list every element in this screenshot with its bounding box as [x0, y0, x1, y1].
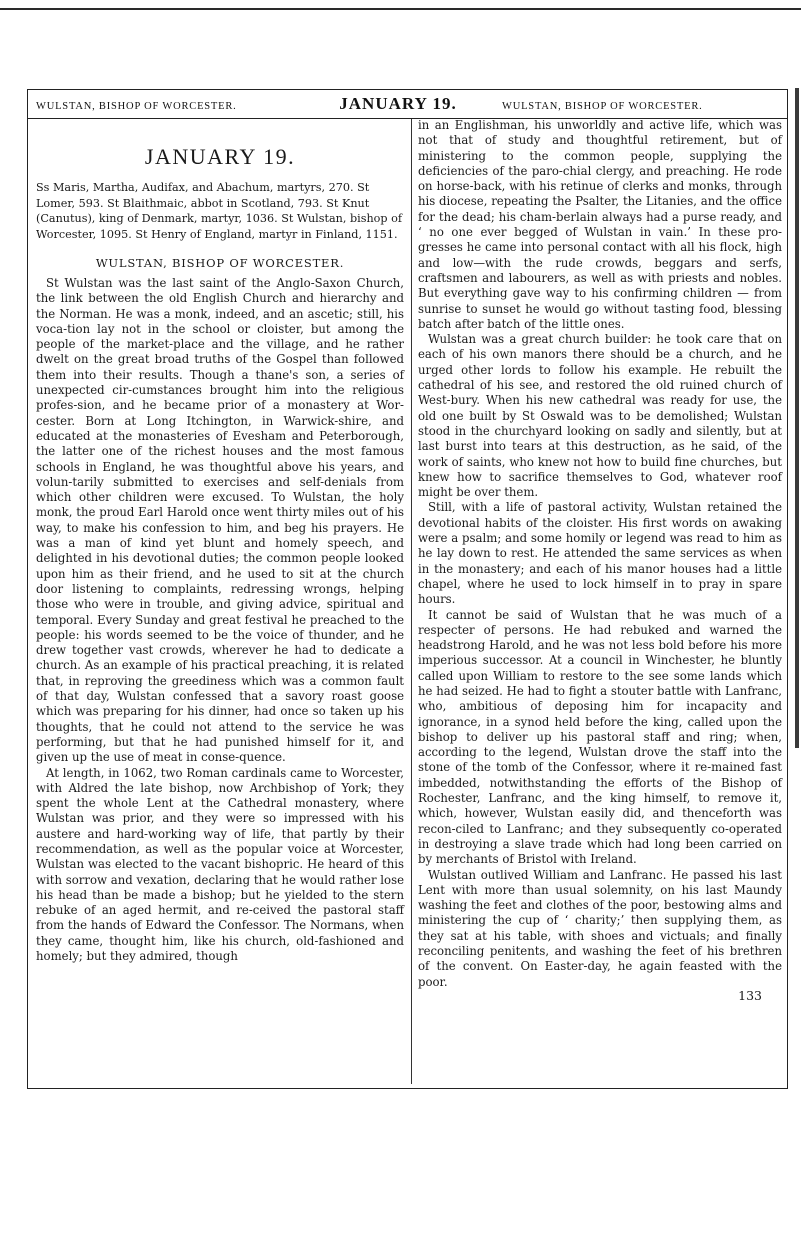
page-edge-shadow: [795, 88, 799, 748]
body-paragraph: St Wulstan was the last saint of the Anglo-Saxon Church, the link between the old English Church and hierarchy and the Norman. He was a monk, indeed, and an ascetic; still, his voca-tion lay not in the school or cloister, but among the people of the market-place and the village, and he rather dwelt on the great broad truths of the Gospel than followed them into their results. Though a thane's son, a series of unexpected cir-cumstances brought him into the religious profes-sion, and he became prior of a monastery at Wor-cester. Born at Long Itchington, in Warwick-shire, and educated at the monasteries of Evesham and Peterborough, the latter one of the richest houses and the most famous schools in England, he was thoughtful above his years, and volun-tarily submitted to exercises and self-denials from which other children were excused. To Wulstan, the holy monk, the proud Earl Harold once went thirty miles out of his way, to make his confession to him, and beg his prayers. He was a man of kind yet blunt and homely speech, and delighted in his devotional duties; the common people looked upon him as their friend, and he used to sit at the church door listening to complaints, redressing wrongs, helping those who were in trouble, and giving advice, spiritual and temporal. Every Sunday and great festival he preached to the people: his words seemed to be the voice of thunder, and he drew together vast crowds, wherever he had to dedicate a church. As an example of his practical preaching, it is related that, in reproving the greediness which was a common fault of that day, Wulstan confessed that a savory roast goose which was preparing for his dinner, had once so taken up his thoughts, that he could not attend to the service he was performing, but that he had punished himself for it, and given up the use of meat in conse-quence.: [36, 276, 404, 765]
page-number: 133: [738, 987, 762, 1003]
column-divider: [411, 119, 412, 1084]
section-heading: WULSTAN, BISHOP OF WORCESTER.: [95, 256, 345, 270]
running-head-right: WULSTAN, BISHOP OF WORCESTER.: [502, 101, 703, 112]
body-paragraph: Still, with a life of pastoral activity, Wulstan retained the devotional habits of the cloister. His first words on awaking were a psalm; and some homily or legend was read to him as he lay down to rest. He attended the same services as when in the monastery; and each of his manor houses had a little chapel, where he used to lock himself in to pray in spare hours.: [418, 500, 782, 607]
right-column: [418, 118, 782, 1003]
body-paragraph: Wulstan outlived William and Lanfranc. He passed his last Lent with more than usual solemnity, on his last Maundy washing the feet and clothes of the poor, bestowing alms and ministering the cup of ‘ charity;’ then supplying them, as they sat at his table, with shoes and victuals; and finally reconciling penitents, and washing the feet of his brethren of the convent. On Easter-day, he again feasted with the poor.: [418, 867, 782, 989]
date-title: JANUARY 19.: [144, 144, 296, 169]
body-paragraph: At length, in 1062, two Roman cardinals came to Worcester, with Aldred the late bishop, now Archbishop of York; they spent the whole Lent at the Cathedral monastery, where Wulstan was prior, and they were so impressed with his austere and hard-working way of life, that partly by their recommendation, as well as the popular voice at Worcester, Wulstan was elected to the vacant bishopric. He heard of this with sorrow and vexation, declaring that he would rather lose his head than be made a bishop; but he yielded to the stern rebuke of an aged hermit, and re-ceived the pastoral staff from the hands of Edward the Confessor. The Normans, when they came, thought him, like his church, old-fashioned and homely; but they admired, though: [36, 765, 404, 964]
left-column: [36, 138, 404, 964]
running-head-center: JANUARY 19.: [339, 94, 457, 113]
saints-list: Ss Maris, Martha, Audifax, and Abachum, martyrs, 270. St Lomer, 593. St Blaithmaic, abbot in Scotland, 793. St Knut (Canutus), king of Denmark, martyr, 1036. St Wulstan, bishop of Worcester, 1095. St Henry of England, martyr in Finland, 1151.: [36, 181, 402, 241]
body-paragraph: Wulstan was a great church builder: he took care that on each of his own manors there should be a church, and he urged other lords to follow his example. He rebuilt the cathedral of his see, and restored the old ruined church of West-bury. When his new cathedral was ready for use, the old one built by St Oswald was to be demolished; Wulstan stood in the churchyard looking on sadly and silently, but at last burst into tears at this destruction, as he said, of the work of saints, who knew not how to build fine churches, but knew how to sacrifice themselves to God, whatever roof might be over them.: [418, 332, 782, 500]
body-paragraph: It cannot be said of Wulstan that he was much of a respecter of persons. He had rebuked and warned the headstrong Harold, and he was not less bold before his more imperious successor. At a council in Winchester, he bluntly called upon William to restore to the see some lands which he had seized. He had to fight a stouter battle with Lanfranc, who, ambitious of deposing him for incapacity and ignorance, in a synod held before the king, called upon the bishop to deliver up his pastoral staff and ring; when, according to the legend, Wulstan drove the staff into the stone of the tomb of the Confessor, where it re-mained fast imbedded, notwithstanding the efforts of the Bishop of Rochester, Lanfranc, and the king himself, to remove it, which, however, Wulstan easily did, and thenceforth was recon-ciled to Lanfranc; and they subsequently co-operated in destroying a slave trade which had long been carried on by merchants of Bristol with Ireland.: [418, 607, 782, 867]
body-paragraph: in an Englishman, his unworldly and active life, which was not that of study and thoughtful retirement, but of ministering to the common people, supplying the deficiencies of the paro-chial clergy, and preaching. He rode on horse-back, with his retinue of clerks and monks, through his diocese, repeating the Psalter, the Litanies, and the office for the dead; his cham-berlain always had a purse ready, and ‘ no one ever begged of Wulstan in vain.’ In these pro-gresses he came into personal contact with all his flock, high and low—with the rude crowds, beggars and serfs, craftsmen and labourers, as well as with priests and nobles. But everything gave way to his confirming children — from sunrise to sunset he would go without tasting food, blessing batch after batch of the little ones.: [418, 118, 782, 331]
running-head-left: WULSTAN, BISHOP OF WORCESTER.: [36, 101, 237, 112]
top-edge-rule: [0, 8, 801, 10]
